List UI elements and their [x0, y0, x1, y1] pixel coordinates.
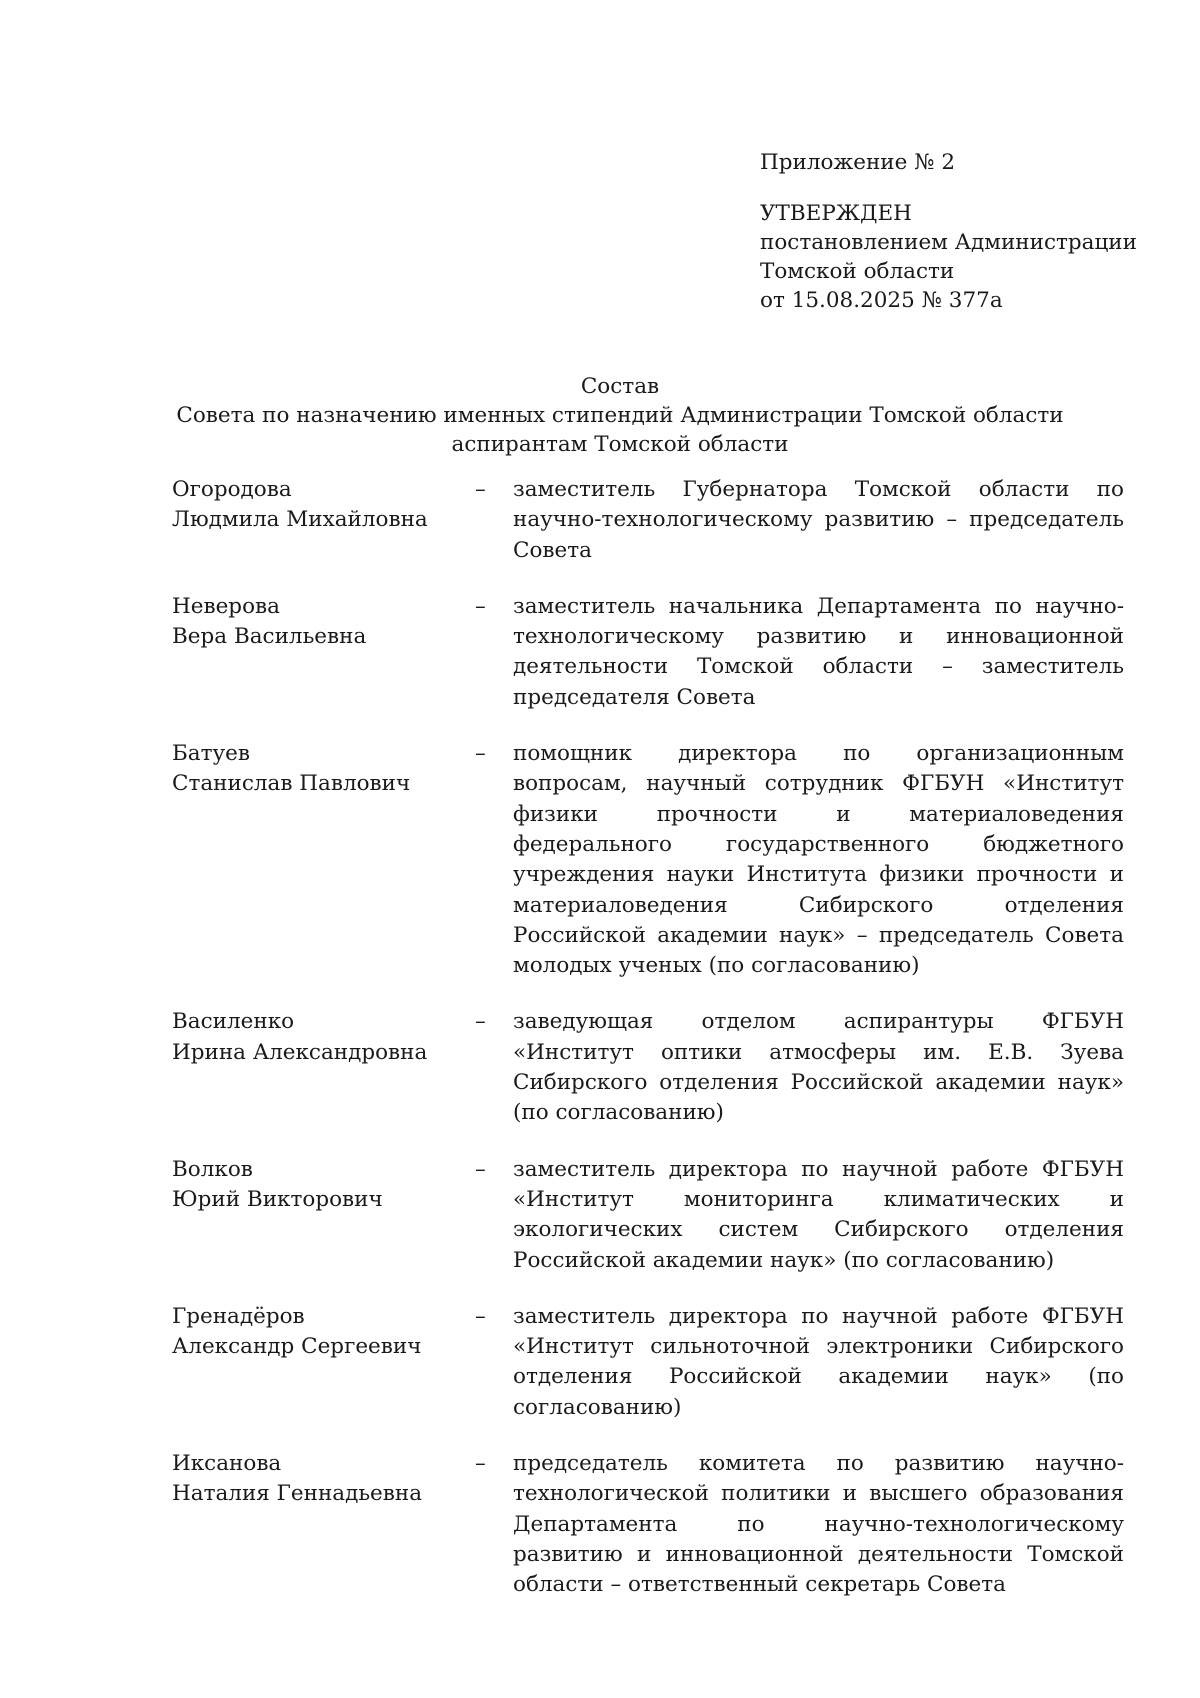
member-dash: –	[475, 477, 486, 502]
member-given-names: Вера Васильевна	[172, 624, 367, 650]
member-role: заведующая отделом аспирантуры ФГБУН «Институт оптики атмосферы им. Е.В. Зуева Сибирского отделения Российской академии наук» (по согласованию)	[513, 1009, 1124, 1126]
document-heading	[120, 372, 1120, 459]
member-name	[172, 1449, 475, 1600]
member-name	[172, 1007, 475, 1128]
member-given-names: Станислав Павлович	[172, 771, 411, 797]
heading-line-3: аспирантам Томской области	[451, 432, 789, 457]
member-surname: Неверова	[172, 593, 280, 619]
member-dash: –	[475, 1156, 486, 1182]
member-role: председатель комитета по развитию научно-технологической политики и высшего образования Департамента по научно-технологическому развитию и инновационной деятельности Томской области – ответственный секретарь Совета	[513, 1451, 1124, 1598]
member-row	[172, 1155, 1124, 1276]
heading-line-2: Совета по назначению именных стипендий Администрации Томской области	[176, 403, 1064, 428]
member-dash: –	[475, 1451, 486, 1477]
member-role: помощник директора по организационным вопросам, научный сотрудник ФГБУН «Институт физики прочности и материаловедения федерального государственного бюджетного учреждения науки Института физики прочности и материаловедения Сибирского отделения Российской академии наук» – председатель Совета молодых ученых (по согласованию)	[513, 741, 1124, 979]
approval-date-number: от 15.08.2025 № 377а	[760, 288, 1003, 313]
member-role: заместитель директора по научной работе ФГБУН «Институт сильноточной электроники Сибирского отделения Российской академии наук» (по согласованию)	[513, 1303, 1124, 1420]
member-name	[172, 592, 475, 713]
member-role: заместитель начальника Департамента по научно-технологическому развитию и инновационной деятельности Томской области – заместитель председателя Совета	[513, 593, 1124, 710]
member-role: заместитель Губернатора Томской области по научно-технологическому развитию – председатель Совета	[513, 477, 1124, 563]
member-row	[172, 1007, 1124, 1128]
member-surname: Огородова	[172, 477, 292, 502]
approval-line-1: постановлением Администрации	[760, 230, 1137, 255]
member-row	[172, 739, 1124, 981]
member-given-names: Людмила Михайловна	[172, 507, 428, 533]
member-surname: Василенко	[172, 1009, 295, 1035]
member-surname: Батуев	[172, 741, 250, 767]
member-row	[172, 1302, 1124, 1423]
spacer	[760, 177, 1137, 199]
member-row	[172, 1449, 1124, 1600]
member-dash: –	[475, 593, 486, 619]
appendix-number: Приложение № 2	[760, 150, 956, 175]
approval-line-2: Томской области	[760, 259, 955, 284]
member-dash: –	[475, 741, 486, 767]
heading-line-1: Состав	[580, 374, 660, 399]
approved-stamp-text: УТВЕРЖДЕН	[760, 201, 912, 226]
member-surname: Волков	[172, 1156, 253, 1182]
member-given-names: Юрий Викторович	[172, 1186, 383, 1212]
member-list	[172, 475, 1124, 1627]
member-given-names: Александр Сергеевич	[172, 1334, 422, 1360]
member-name	[172, 1302, 475, 1423]
member-surname: Иксанова	[172, 1451, 282, 1477]
member-given-names: Ирина Александровна	[172, 1039, 428, 1065]
member-role: заместитель директора по научной работе ФГБУН «Институт мониторинга климатических и экологических систем Сибирского отделения Российской академии наук» (по согласованию)	[513, 1156, 1124, 1273]
member-name	[172, 739, 475, 981]
member-surname: Гренадёров	[172, 1303, 305, 1329]
member-name	[172, 1155, 475, 1276]
approval-block	[760, 148, 1137, 315]
member-dash: –	[475, 1303, 486, 1329]
member-dash: –	[475, 1009, 486, 1035]
member-row	[172, 475, 1124, 566]
member-name	[172, 475, 475, 566]
member-row	[172, 592, 1124, 713]
member-given-names: Наталия Геннадьевна	[172, 1481, 423, 1507]
